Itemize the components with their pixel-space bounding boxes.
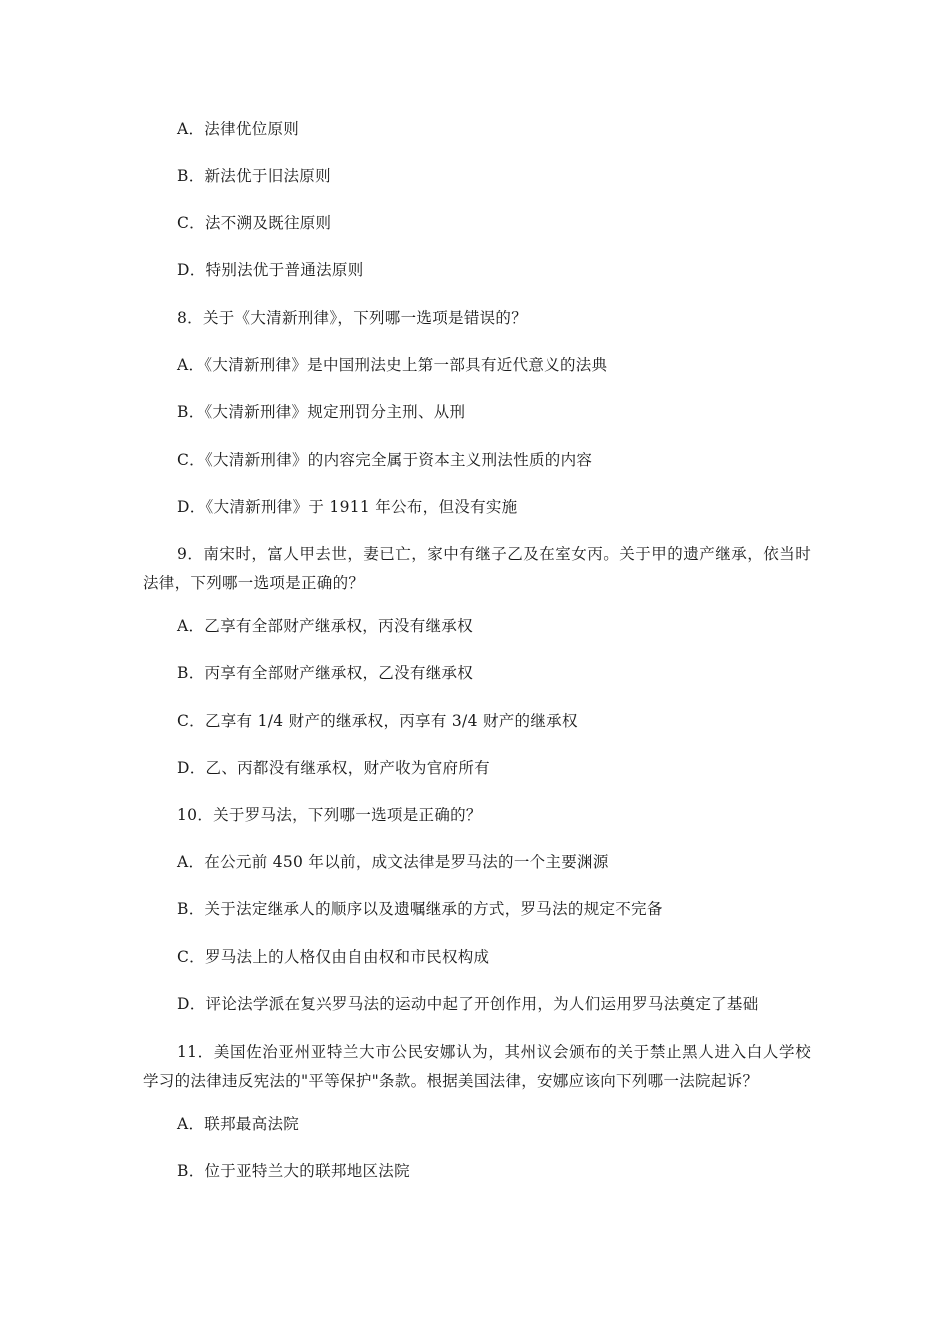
q10-option-b: B．关于法定继承人的顺序以及遗嘱继承的方式，罗马法的规定不完备 [177, 900, 663, 918]
q8-stem: 8．关于《大清新刑律》，下列哪一选项是错误的？ [177, 309, 528, 327]
q9-stem: 9．南宋时，富人甲去世，妻已亡，家中有继子乙及在室女丙。关于甲的遗产继承，依当时法律，下列哪一选项是正确的？ [143, 545, 811, 592]
q11-option-a: A．联邦最高法院 [177, 1115, 300, 1133]
q10-option-c: C．罗马法上的人格仅由自由权和市民权构成 [177, 948, 490, 966]
q7-option-a: A．法律优位原则 [177, 120, 300, 138]
q8-option-a: A．《大清新刑律》是中国刑法史上第一部具有近代意义的法典 [177, 356, 608, 374]
q10-stem: 10．关于罗马法，下列哪一选项是正确的？ [177, 806, 482, 824]
q9-option-a: A．乙享有全部财产继承权，丙没有继承权 [177, 617, 473, 635]
q9-option-c: C．乙享有 1/4 财产的继承权，丙享有 3/4 财产的继承权 [177, 712, 578, 730]
q9-option-d: D．乙、丙都没有继承权，财产收为官府所有 [177, 759, 490, 777]
q7-option-c: C．法不溯及既往原则 [177, 214, 332, 232]
q11-option-b: B．位于亚特兰大的联邦地区法院 [177, 1162, 410, 1180]
q7-option-b: B．新法优于旧法原则 [177, 167, 331, 185]
q8-option-b: B．《大清新刑律》规定刑罚分主刑、从刑 [177, 403, 466, 421]
q10-option-d: D．评论法学派在复兴罗马法的运动中起了开创作用，为人们运用罗马法奠定了基础 [177, 995, 759, 1013]
q8-option-c: C．《大清新刑律》的内容完全属于资本主义刑法性质的内容 [177, 451, 593, 469]
q9-option-b: B．丙享有全部财产继承权，乙没有继承权 [177, 664, 474, 682]
q8-option-d: D．《大清新刑律》于 1911 年公布，但没有实施 [177, 498, 518, 516]
q11-stem: 11．美国佐治亚州亚特兰大市公民安娜认为，其州议会颁布的关于禁止黑人进入白人学校学习的法律违反宪法的"平等保护"条款。根据美国法律，安娜应该向下列哪一法院起诉？ [143, 1043, 811, 1090]
q7-option-d: D．特别法优于普通法原则 [177, 261, 364, 279]
q10-option-a: A．在公元前 450 年以前，成文法律是罗马法的一个主要渊源 [177, 853, 609, 871]
